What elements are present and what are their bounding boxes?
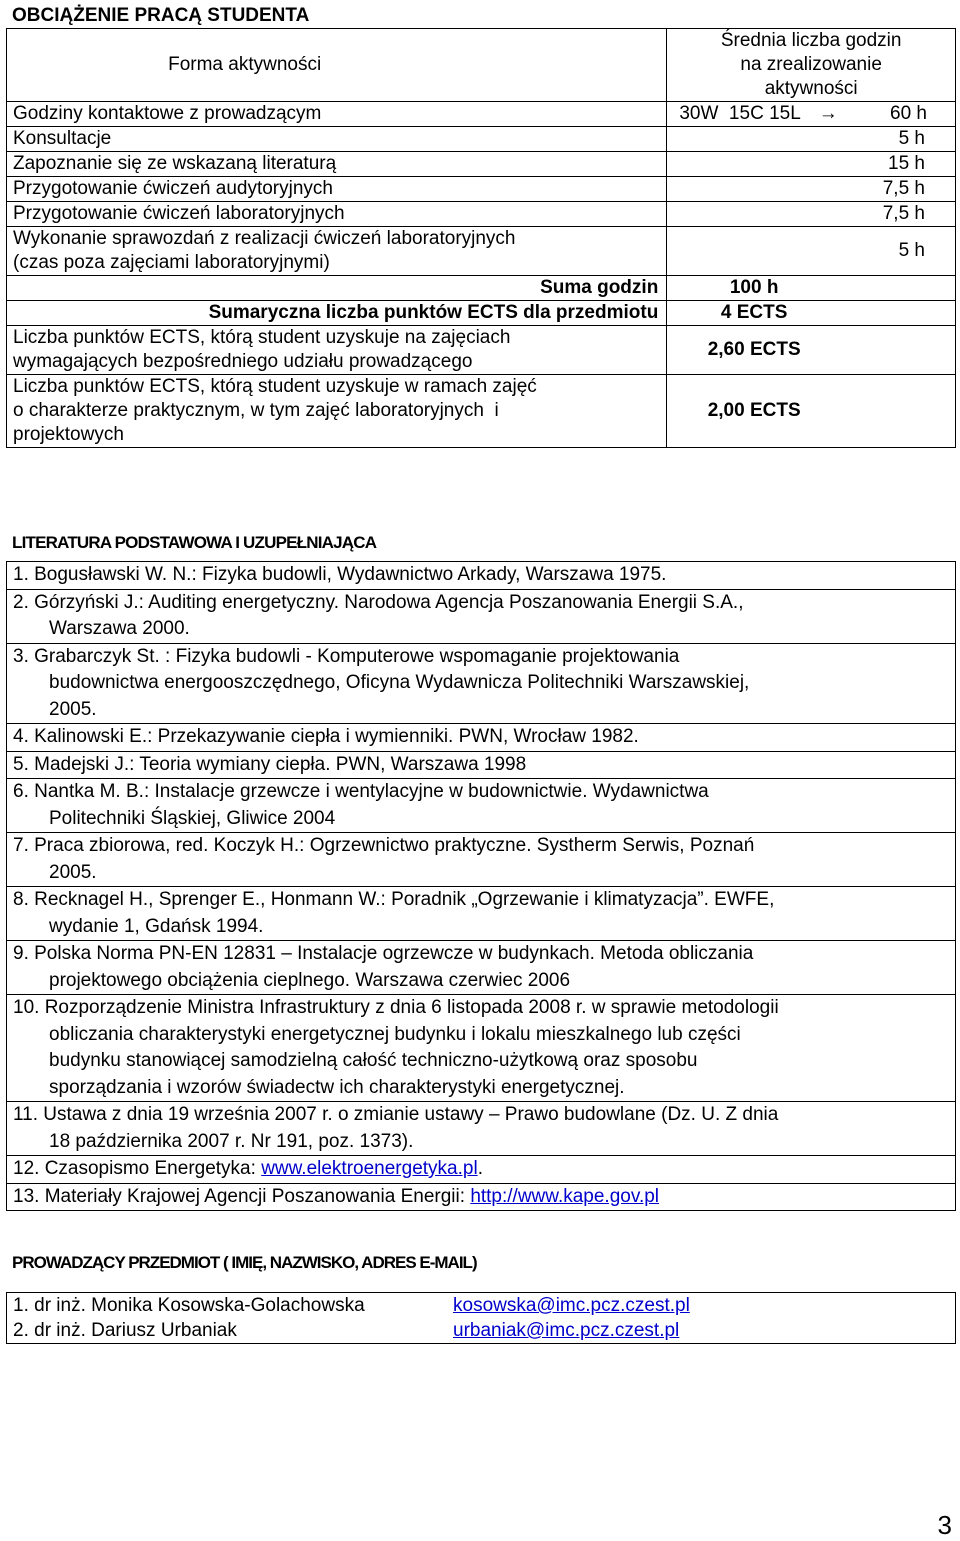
list-item: 2. Górzyński J.: Auditing energetyczny. Narodowa Agencja Poszanowania Energii S.A., Warszawa 2000. [7,589,956,643]
lecturer-row [7,1293,956,1344]
list-item: 13. Materiały Krajowej Agencji Poszanowania Energii: http://www.kape.gov.pl [7,1183,956,1211]
ects-total-value: 4 ECTS [667,301,956,326]
kape-link[interactable]: http://www.kape.gov.pl [470,1185,660,1207]
energetyka-link[interactable]: www.elektroenergetyka.pl [261,1158,478,1179]
row-value: 30W 15C 15L → 60 h [667,102,956,127]
table-row [7,227,956,276]
lecturer-name: 2. dr inż. Dariusz Urbaniak [13,1320,237,1341]
list-item: 1. Bogusławski W. N.: Fizyka budowli, Wydawnictwo Arkady, Warszawa 1975. [7,562,956,590]
ects-direct-label: Liczba punktów ECTS, którą student uzyskuje na zajęciach wymagających bezpośredniego udziału prowadzącego [7,326,667,375]
lecturer-email-link[interactable]: kosowska@imc.pcz.czest.pl [453,1295,690,1316]
ects-direct-row [7,326,956,375]
lecturer-name: 1. dr inż. Monika Kosowska-Golachowska [13,1295,365,1316]
ects-total-row [7,301,956,326]
literature-table [6,561,956,1211]
list-item: 11. Ustawa z dnia 19 września 2007 r. o zmianie ustawy – Prawo budowlane (Dz. U. Z dnia 18 października 2007 r. Nr 191, poz. 1373). [7,1102,956,1156]
row-label: Wykonanie sprawozdań z realizacji ćwiczeń laboratoryjnych (czas poza zajęciami laboratoryjnymi) [7,227,667,276]
ects-practical-value: 2,00 ECTS [667,375,956,448]
sum-value: 100 h [667,276,956,301]
row-label: Zapoznanie się ze wskazaną literaturą [7,152,667,177]
lecturers-title: PROWADZĄCY PRZEDMIOT ( IMIĘ, NAZWISKO, ADRES E-MAIL) [12,1253,477,1272]
workload-table [6,28,956,448]
workload-title: OBCIĄŻENIE PRACĄ STUDENTA [12,5,310,26]
table-row [7,152,956,177]
table-header-row [7,29,956,102]
table-row [7,202,956,227]
ects-total-label: Sumaryczna liczba punktów ECTS dla przedmiotu [7,301,667,326]
page-number: 3 [937,1510,952,1540]
list-item: 10. Rozporządzenie Ministra Infrastruktury z dnia 6 listopada 2008 r. w sprawie metodologii obliczania charakterystyki energetycznej budynku i lokalu mieszkalnego lub części budynku stanowiącej samodzielną całość techniczno-użytkową oraz sposobu sporządzania i wzorów świadectw ich charakterystyki energetycznej. [7,995,956,1102]
list-item: 3. Grabarczyk St. : Fizyka budowli - Komputerowe wspomaganie projektowania budownictwa energooszczędnego, Oficyna Wydawnicza Politechniki Warszawskiej, 2005. [7,643,956,724]
right-arrow-icon: → [818,103,838,124]
literature-title: LITERATURA PODSTAWOWA I UZUPEŁNIAJĄCA [12,533,377,552]
list-item: 6. Nantka M. B.: Instalacje grzewcze i wentylacyjne w budownictwie. Wydawnictwa Politechniki Śląskiej, Gliwice 2004 [7,779,956,833]
list-item: 12. Czasopismo Energetyka: www.elektroenergetyka.pl. [7,1156,956,1184]
ects-practical-row [7,375,956,448]
row-value: 5 h [667,227,956,276]
row-label: Godziny kontaktowe z prowadzącym [7,102,667,127]
table-row [7,127,956,152]
row-label: Konsultacje [7,127,667,152]
row-value: 7,5 h [667,177,956,202]
list-item: 4. Kalinowski E.: Przekazywanie ciepła i wymienniki. PWN, Wrocław 1982. [7,724,956,752]
table-row [7,102,956,127]
header-average-hours: Średnia liczba godzin na zrealizowanie aktywności [667,29,956,102]
sum-row [7,276,956,301]
list-item: 8. Recknagel H., Sprenger E., Honmann W.: Poradnik „Ogrzewanie i klimatyzacja”. EWFE, wydanie 1, Gdańsk 1994. [7,887,956,941]
row-value: 15 h [667,152,956,177]
table-row [7,177,956,202]
lecturer-email-link[interactable]: urbaniak@imc.pcz.czest.pl [453,1320,680,1341]
header-activity-form: Forma aktywności [7,29,667,102]
lecturers-table [6,1292,956,1344]
row-label: Przygotowanie ćwiczeń audytoryjnych [7,177,667,202]
list-item: 9. Polska Norma PN-EN 12831 – Instalacje ogrzewcze w budynkach. Metoda obliczania projektowego obciążenia cieplnego. Warszawa czerwiec 2006 [7,941,956,995]
list-item: 5. Madejski J.: Teoria wymiany ciepła. PWN, Warszawa 1998 [7,751,956,779]
row-value: 5 h [667,127,956,152]
row-value: 7,5 h [667,202,956,227]
ects-practical-label: Liczba punktów ECTS, którą student uzyskuje w ramach zajęć o charakterze praktycznym, w tym zajęć laboratoryjnych i projektowych [7,375,667,448]
row-label: Przygotowanie ćwiczeń laboratoryjnych [7,202,667,227]
sum-label: Suma godzin [7,276,667,301]
list-item: 7. Praca zbiorowa, red. Koczyk H.: Ogrzewnictwo praktyczne. Systherm Serwis, Poznań 2005. [7,833,956,887]
ects-direct-value: 2,60 ECTS [667,326,956,375]
